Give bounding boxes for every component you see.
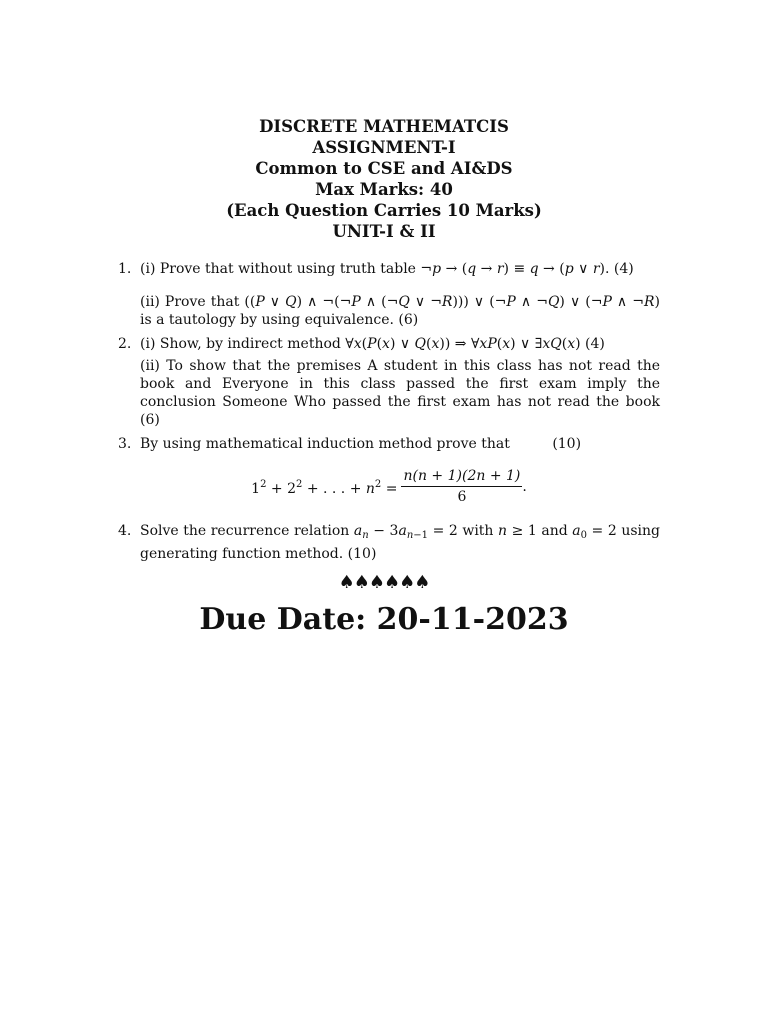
question-1-part-1: (i) Prove that without using truth table ¬p → (q → r) ≡ q → (p ∨ r). (4) bbox=[140, 261, 634, 277]
question-number: 4. bbox=[118, 523, 132, 539]
question-2-part-2: (ii) To show that the premises A student in this class has not read the book and Everyone in this class passed the first exam imply the conclusion Someone Who passed the first exam has not read the book (6) bbox=[140, 358, 660, 428]
formula-fraction bbox=[401, 467, 522, 506]
spade-ornament: ♠♠♠♠♠♠ bbox=[338, 572, 430, 593]
marks-note: (Each Question Carries 10 Marks) bbox=[226, 201, 542, 220]
formula-numerator: n(n + 1)(2n + 1) bbox=[401, 467, 522, 487]
audience-line: Common to CSE and AI&DS bbox=[255, 159, 513, 178]
question-1-part-2: (ii) Prove that ((P ∨ Q) ∧ ¬(¬P ∧ (¬Q ∨ ¬R))) ∨ (¬P ∧ ¬Q) ∨ (¬P ∧ ¬R) is a tautology by using equivalence. (6) bbox=[140, 294, 660, 328]
question-number: 1. bbox=[118, 261, 132, 277]
question-1 bbox=[118, 260, 660, 329]
question-3 bbox=[118, 435, 660, 506]
due-date: Due Date: 20-11-2023 bbox=[199, 602, 569, 637]
formula-denominator: 6 bbox=[457, 489, 467, 505]
course-title: DISCRETE MATHEMATCIS bbox=[259, 117, 509, 136]
question-number: 2. bbox=[118, 336, 132, 352]
question-4-text: Solve the recurrence relation $a_n - 3a_{n-1} = 2$ with n ≥ 1 and $a_0 = 2$ using generating function method. (10) bbox=[140, 523, 660, 562]
sum-of-squares-formula: $1^2 + 2^2$ + . . . + $n^2$ = $\frac{n(n + 1)(2n + 1)}{6}$ . bbox=[251, 468, 527, 505]
question-2-part-1: (i) Show, by indirect method ∀x(P(x) ∨ Q(x)) ⇒ ∀xP(x) ∨ ∃xQ(x) (4) bbox=[140, 336, 605, 352]
question-3-text: By using mathematical induction method prove that (10) bbox=[140, 436, 582, 452]
question-list bbox=[118, 260, 660, 563]
question-2 bbox=[118, 335, 660, 429]
units-line: UNIT-I & II bbox=[332, 222, 436, 241]
assignment-subtitle: ASSIGNMENT-I bbox=[312, 138, 456, 157]
question-3-marks: (10) bbox=[552, 436, 582, 452]
question-4 bbox=[118, 522, 660, 563]
question-number: 3. bbox=[118, 436, 132, 452]
assignment-header bbox=[0, 116, 768, 242]
max-marks: Max Marks: 40 bbox=[315, 180, 453, 199]
